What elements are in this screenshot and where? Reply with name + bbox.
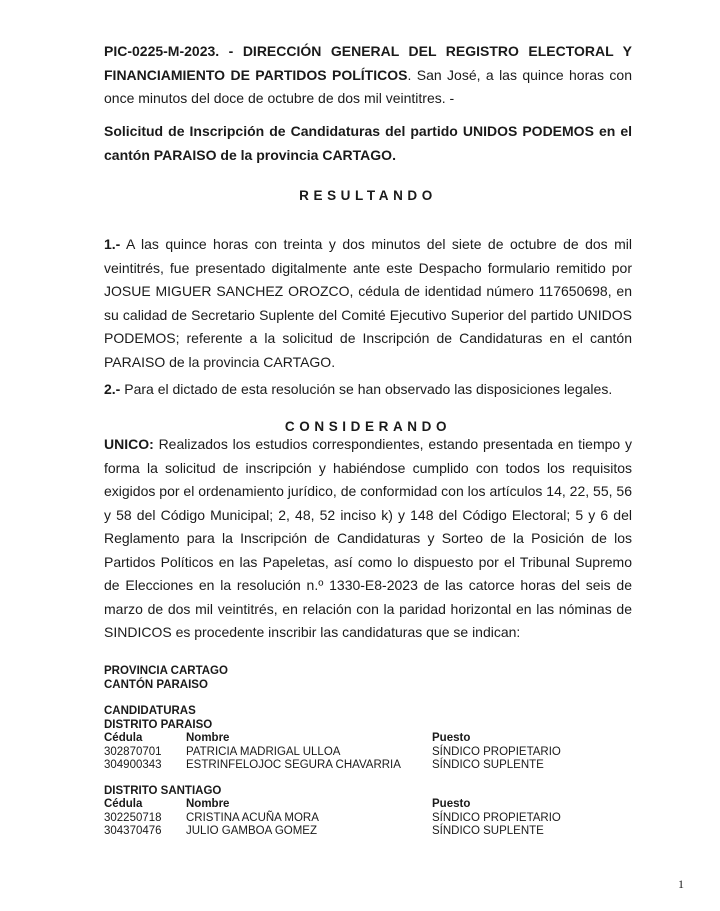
resolution-code: PIC-0225-M-2023. <box>104 43 220 59</box>
district-name: DISTRITO PARAISO <box>104 718 213 731</box>
subject: Solicitud de Inscripción de Candidaturas del partido UNIDOS PODEMOS en el cantón PARAISO de la provincia CARTAGO. <box>104 123 632 163</box>
location-block <box>104 665 632 692</box>
unico-label: UNICO: <box>104 436 154 452</box>
table-row: 302250718 CRISTINA ACUÑA MORA SÍNDICO PROPIETARIO <box>104 811 561 824</box>
resultando-item-1: 1.- A las quince horas con treinta y dos minutos del siete de octubre de dos mil veintitrés, fue presentado digitalmente ante este Despacho formulario remitido por JOSUE MIGUER SANCHEZ OROZCO, cédula de identidad número 117650698, en su calidad de Secretario Suplente del Comité Ejecutivo Superior del partido UNIDOS PODEMOS; referente a la solicitud de Inscripción de Candidaturas en el cantón PARAISO de la provincia CARTAGO. <box>104 236 632 370</box>
district-name: DISTRITO SANTIAGO <box>104 784 222 797</box>
table-header: Cédula Nombre Puesto <box>104 732 471 744</box>
resultando-item-2: 2.- Para el dictado de esta resolución se han observado las disposiciones legales. <box>104 381 613 397</box>
page-number: 1 <box>678 877 684 891</box>
table-row: 304900343 ESTRINFELOJOC SEGURA CHAVARRIA SÍNDICO SUPLENTE <box>104 759 544 771</box>
candidaturas-title: CANDIDATURAS <box>104 705 196 717</box>
table-header: Cédula Nombre Puesto <box>104 798 471 810</box>
province: PROVINCIA CARTAGO <box>104 665 228 677</box>
canton: CANTÓN PARAISO <box>104 678 208 691</box>
resultando-heading: RESULTANDO <box>299 188 437 203</box>
considerando-paragraph: UNICO: Realizados los estudios correspondientes, estando presentada en tiempo y forma la solicitud de inscripción y habiéndose cumplido con todos los requisitos exigidos por el ordenamiento jurídico, de conformidad con los artículos 14, 22, 55, 56 y 58 del Código Municipal; 2, 48, 52 inciso k) y 148 del Código Electoral; 5 y 6 del Reglamento para la Inscripción de Candidaturas y Sorteo de la Posición de los Partidos Políticos en las Papeletas, así como lo dispuesto por el Tribunal Supremo de Elecciones en la resolución n.º 1330-E8-2023 de las catorce horas del seis de marzo de dos mil veintitrés, en relación con la paridad horizontal en las nóminas de SINDICOS es procedente inscribir las candidaturas que se indican: <box>104 436 632 640</box>
considerando-heading: CONSIDERANDO <box>284 419 452 434</box>
candidaturas-block <box>104 705 632 839</box>
header-paragraph: PIC-0225-M-2023. - DIRECCIÓN GENERAL DEL REGISTRO ELECTORAL Y FINANCIAMIENTO DE PARTIDOS POLÍTICOS. San José, a las quince horas con once minutos del doce de octubre de dos mil veintitres. - <box>104 43 632 106</box>
place-time: . San José, a las quince horas con once minutos del doce de octubre de dos mil veintitres. - <box>104 66 632 106</box>
table-row: 304370476 JULIO GAMBOA GOMEZ SÍNDICO SUPLENTE <box>104 825 544 837</box>
office-name: DIRECCIÓN GENERAL DEL REGISTRO ELECTORAL Y FINANCIAMIENTO DE PARTIDOS POLÍTICOS <box>104 43 632 83</box>
table-row: 302870701 PATRICIA MADRIGAL ULLOA SÍNDICO PROPIETARIO <box>104 745 561 758</box>
